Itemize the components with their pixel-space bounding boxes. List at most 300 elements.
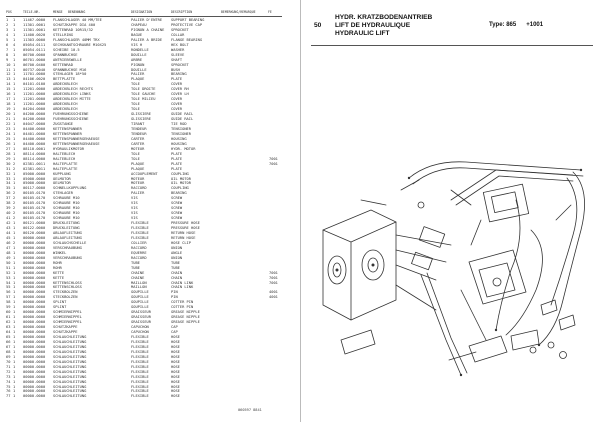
cell-qty: 1 xyxy=(13,146,16,151)
cell-qty: 1 xyxy=(13,369,16,374)
cell-d2: FLEXIBLE xyxy=(131,349,149,354)
cell-num: 04200.0000 xyxy=(23,112,46,117)
cell-d3: PIN xyxy=(171,290,178,295)
cell-num: 11303.0000 xyxy=(23,37,46,42)
cell-num: 11201.0000 xyxy=(23,87,46,92)
cell-qty: 1 xyxy=(13,230,16,235)
cell-pos: 4 xyxy=(6,32,9,37)
cell-d3: SCREW xyxy=(171,196,183,201)
cell-num: 00000.0000 xyxy=(23,260,46,265)
cell-qty: 1 xyxy=(13,131,16,136)
cell-pos: 46 xyxy=(6,240,11,245)
cell-d2: TOLE xyxy=(131,151,140,156)
cell-qty: 1 xyxy=(13,226,16,231)
cell-d3: TENSIONER xyxy=(171,126,191,131)
cell-qty: 1 xyxy=(13,117,16,122)
cell-d3: TUBE xyxy=(171,260,180,265)
cell-qty: 2 xyxy=(13,161,16,166)
header-quantity: MENGE xyxy=(53,10,63,14)
cell-d3: FLANGE BEARING xyxy=(171,37,203,42)
cell-num: 00000.0000 xyxy=(23,374,46,379)
cell-num: 00000.0000 xyxy=(23,384,46,389)
cell-num: 11201.0000 xyxy=(23,102,46,107)
cell-qty: 2 xyxy=(13,201,16,206)
cell-d1: VERSCHRAUBUNG xyxy=(53,245,82,250)
cell-num: 00000.0000 xyxy=(23,359,46,364)
cell-d1: SCHLAUCHLEITUNG xyxy=(53,344,87,349)
cell-pos: 35 xyxy=(6,186,11,191)
table-row xyxy=(6,394,282,399)
cell-d3: COTTER PIN xyxy=(171,305,194,310)
cell-num: 02381.0011 xyxy=(23,161,46,166)
cell-pos: 54 xyxy=(6,280,11,285)
cell-d3: CHAIN xyxy=(171,275,183,280)
cell-qty: 1 xyxy=(13,186,16,191)
cell-d1: KETTENSPANNERGEHAEUSE xyxy=(53,136,100,141)
cell-d3: SCREW xyxy=(171,216,183,221)
cell-pos: 32 xyxy=(6,171,11,176)
cell-pos: 28 xyxy=(6,151,11,156)
cell-num: 00000.0000 xyxy=(23,280,46,285)
cell-d2: FLEXIBLE xyxy=(131,364,149,369)
cell-qty: 1 xyxy=(13,310,16,315)
cell-pos: 5 xyxy=(6,37,9,42)
cell-pos: 58 xyxy=(6,300,11,305)
cell-qty: 1 xyxy=(13,379,16,384)
cell-d1: STECKBOLZEN xyxy=(53,295,78,300)
cell-qty: 1 xyxy=(13,102,16,107)
mounting-bracket xyxy=(469,250,526,304)
cell-d1: SCHLAUCHLEITUNG xyxy=(53,394,87,399)
cell-pos: 64 xyxy=(6,330,11,335)
cell-d3: COUPLING xyxy=(171,171,189,176)
cell-d3: HOSE CLIP xyxy=(171,240,191,245)
cell-d3: TENSIONER xyxy=(171,131,191,136)
cell-d1: OELMOTOR xyxy=(53,181,71,186)
cell-qty: 1 xyxy=(13,260,16,265)
cell-num: 04101.0100 xyxy=(23,82,46,87)
cell-d2: FLEXIBLE xyxy=(131,359,149,364)
cell-d1: SCHUTZKAPPE xyxy=(53,330,78,335)
cell-d3: PRESSURE HOSE xyxy=(171,221,200,226)
header-designation: DESIGNATION xyxy=(131,10,153,14)
cell-pos: 75 xyxy=(6,384,11,389)
cell-d2: PALIER D'ENTRE xyxy=(131,18,163,22)
cell-d3: WASHER xyxy=(171,47,185,52)
cell-d2: TOLE DROITE xyxy=(131,87,156,92)
cell-d3: CHAIN xyxy=(171,270,183,275)
cell-pos: 48 xyxy=(6,250,11,255)
cell-pos: 21 xyxy=(6,117,11,122)
cell-num: 00000.0000 xyxy=(23,335,46,339)
cell-pos: 67 xyxy=(6,344,11,349)
cell-d2: MOTEUR xyxy=(131,176,145,181)
cell-pos: 3 xyxy=(6,27,9,32)
cell-d3: COVER xyxy=(171,82,183,87)
cell-qty: 1 xyxy=(13,57,16,62)
cell-qty: 1 xyxy=(13,359,16,364)
cell-pos: 39 xyxy=(6,206,11,211)
cell-d1: KETTENSCHLOSS xyxy=(53,285,82,290)
cell-num: 00105.0170 xyxy=(23,191,46,196)
cell-d3: COLLAR xyxy=(171,32,185,37)
type-label: Type: 865 xyxy=(489,22,517,28)
cell-d1: ABDECKBLECH xyxy=(53,82,78,87)
cell-d4 xyxy=(221,394,269,399)
cell-d3: OIL MOTOR xyxy=(171,176,191,181)
cell-d3: COTTER PIN xyxy=(171,300,194,305)
cell-qty: 1 xyxy=(13,394,16,399)
cell-d1: KETTENSPANNER xyxy=(53,131,82,136)
cell-num: 00000.0000 xyxy=(23,235,46,240)
cell-d2: TUBE xyxy=(131,260,140,265)
cell-d1: KETTE xyxy=(53,275,65,280)
cell-pos: 45 xyxy=(6,235,11,240)
cell-d2: FLEXIBLE xyxy=(131,384,149,389)
cell-d1: FUEHRUNGSSCHIENE xyxy=(53,117,89,122)
cell-d3: HOSE xyxy=(171,384,180,389)
cell-qty: 1 xyxy=(13,280,16,285)
cell-pos: 72 xyxy=(6,369,11,374)
cell-d2: CHAPEAU xyxy=(131,22,147,27)
cell-qty: 2 xyxy=(13,196,16,201)
cell-pos: 23 xyxy=(6,126,11,131)
cell-d1: SECHSKANTSCHRAUBE M10X25 xyxy=(53,42,107,47)
cell-d1: KETTENRAD 10R15/32 xyxy=(53,27,93,32)
cell-d1: ABDECKBLECH LINKS xyxy=(53,92,91,97)
cell-pos: 25 xyxy=(6,136,11,141)
cell-d2: RACCORD xyxy=(131,255,147,260)
cell-qty: 1 xyxy=(13,265,16,270)
cell-num: 11301.0001 xyxy=(23,22,46,27)
cell-d1: SCHLAUCHLEITUNG xyxy=(53,359,87,364)
exploded-parts-drawing xyxy=(301,0,600,422)
cell-pos: 62 xyxy=(6,320,11,325)
cell-num: 00000.0000 xyxy=(23,325,46,330)
cell-num: 11400.0020 xyxy=(23,32,46,37)
cell-d3: COUPLING xyxy=(171,186,189,191)
cell-d2: CHAINE xyxy=(131,270,145,275)
cell-qty: 1 xyxy=(13,97,16,102)
cell-pos: 65 xyxy=(6,335,11,339)
cell-qty: 1 xyxy=(13,92,16,97)
cell-fe: 7001 xyxy=(269,275,278,280)
cell-d2: FLEXIBLE xyxy=(131,369,149,374)
cell-num: 08110.0001 xyxy=(23,146,46,151)
cell-pos: 41 xyxy=(6,216,11,221)
cell-d3: RETURN HOSE xyxy=(171,235,196,240)
cell-d3: HOSE xyxy=(171,349,180,354)
valve-block xyxy=(483,184,528,222)
cell-d2: PLAQUE xyxy=(131,77,145,82)
cell-d3: SPROCKET xyxy=(171,62,189,67)
section-number: 50 xyxy=(314,22,322,29)
cell-d2: GRAISSEUR xyxy=(131,320,151,325)
cell-d2: EQUERRE xyxy=(131,250,147,255)
cell-num: 00000.0000 xyxy=(23,315,46,320)
cell-num: 04400.0000 xyxy=(23,126,46,131)
cell-d1: SCHMIERNIPPEL xyxy=(53,320,82,325)
cell-d2: VIS xyxy=(131,216,138,221)
cell-num: 05000.0000 xyxy=(23,181,46,186)
cell-num: 00121.0000 xyxy=(23,221,46,226)
cell-pos: 38 xyxy=(6,201,11,206)
cell-d2: PIGNON xyxy=(131,62,145,67)
cell-pos: 59 xyxy=(6,305,11,310)
cell-d2: FLEXIBLE xyxy=(131,394,149,399)
cell-pos: 11 xyxy=(6,67,11,72)
cell-d1: SCHRAUBE M10 xyxy=(53,211,80,216)
cell-d1: SCHLAUCHLEITUNG xyxy=(53,389,87,394)
cell-qty: 1 xyxy=(13,245,16,250)
cell-num: 06701.0000 xyxy=(23,57,46,62)
cell-d3: BEARING xyxy=(171,191,187,196)
cell-d3: HEX BOLT xyxy=(171,42,189,47)
cell-d1: BETTPLATTE xyxy=(53,77,76,82)
cell-qty: 1 xyxy=(13,181,16,186)
cell-num: 00000.0000 xyxy=(23,320,46,325)
cell-qty: 1 xyxy=(13,32,16,37)
cell-d2: GRAISSEUR xyxy=(131,315,151,320)
cell-d3: PROTECTIVE CAP xyxy=(171,22,203,27)
cell-pos: 34 xyxy=(6,181,11,186)
cell-num: 04401.0000 xyxy=(23,131,46,136)
cell-d3: PLATE xyxy=(171,77,183,82)
cell-num: 00000.0000 xyxy=(23,339,46,344)
cell-pos: 37 xyxy=(6,196,11,201)
cell-d3: CHAIN LINK xyxy=(171,280,194,285)
cell-d3: ANGLE xyxy=(171,250,183,255)
cell-d1: DRUCKLEITUNG xyxy=(53,221,80,226)
cell-d1: ROHR xyxy=(53,265,62,270)
cell-d3: BUSH xyxy=(171,67,180,72)
cell-d1: SCHLAUCHLEITUNG xyxy=(53,379,87,384)
cell-d3: SPROCKET xyxy=(171,27,189,32)
cell-pos: 20 xyxy=(6,112,11,117)
cell-d3: SHAFT xyxy=(171,57,183,62)
cell-d2: TOLE GAUCHE xyxy=(131,92,156,97)
cell-pos: 69 xyxy=(6,354,11,359)
cell-num: 00000.0000 xyxy=(23,300,46,305)
cell-pos: 68 xyxy=(6,349,11,354)
cell-num: 00000.0000 xyxy=(23,290,46,295)
cell-d1: SCHUTZKAPPE xyxy=(53,325,78,330)
cell-d2: FLEXIBLE xyxy=(131,226,149,231)
cell-d3: HYDR. MOTOR xyxy=(171,146,196,151)
cell-d1: SCHRAUBE M10 xyxy=(53,206,80,211)
cell-pos: 17 xyxy=(6,97,11,102)
cell-num: 00000.0000 xyxy=(23,310,46,315)
drawing-page xyxy=(300,0,600,422)
cell-d1: WINKEL xyxy=(53,250,67,255)
cell-d2: CARTER xyxy=(131,141,145,146)
cell-num: 00105.0170 xyxy=(23,196,46,201)
cell-d2: DOUILLE xyxy=(131,67,147,72)
cell-qty: 1 xyxy=(13,77,16,82)
cell-num: 04204.0000 xyxy=(23,107,46,112)
cell-qty: 1 xyxy=(13,37,16,42)
cell-num: 04047.0000 xyxy=(23,122,46,127)
cell-pos: 74 xyxy=(6,379,11,384)
cell-d2: CARTER xyxy=(131,136,145,141)
cell-d3: UNION xyxy=(171,255,183,260)
cell-fe: 7001 xyxy=(269,280,278,285)
cell-num: 06700.0400 xyxy=(23,62,46,67)
cell-d1: ABDECKBLECH MITTE xyxy=(53,97,91,102)
cell-qty: 1 xyxy=(13,136,16,141)
cell-qty: 1 xyxy=(13,18,16,22)
cell-d3: PRESSURE HOSE xyxy=(171,226,200,231)
cell-qty: 1 xyxy=(13,305,16,310)
cell-qty: 2 xyxy=(13,240,16,245)
cell-num: 00105.0170 xyxy=(23,211,46,216)
cell-d1: SCHMIERNIPPEL xyxy=(53,310,82,315)
cell-d1: ANTRIEBSWELLE xyxy=(53,57,82,62)
cell-d1: HALTEBLECH xyxy=(53,151,76,156)
cell-num: 00000.0000 xyxy=(23,255,46,260)
cell-d2: GOUPILLE xyxy=(131,300,149,305)
cell-d3: CAP xyxy=(171,330,178,335)
cell-pos: 57 xyxy=(6,295,11,300)
cell-d3: HOSE xyxy=(171,344,180,349)
cell-d3: SCREW xyxy=(171,211,183,216)
cell-d1: SCHLAUCHLEITUNG xyxy=(53,384,87,389)
cell-d3: SCREW xyxy=(171,206,183,211)
cell-pos: 43 xyxy=(6,226,11,231)
cell-num: 00000.0000 xyxy=(23,270,46,275)
cell-qty: 1 xyxy=(13,384,16,389)
cell-d2: RACCORD xyxy=(131,245,147,250)
cell-qty: 1 xyxy=(13,315,16,320)
cell-d1: SPANNBUCHSE xyxy=(53,52,78,57)
cell-qty: 1 xyxy=(13,320,16,325)
cell-fe xyxy=(269,394,282,399)
cell-qty: 1 xyxy=(13,330,16,335)
cell-d2: TOLE xyxy=(131,102,140,107)
cell-d1: KETTENRAD xyxy=(53,62,73,67)
cell-pos: 13 xyxy=(6,77,11,82)
cell-d2: GLISSIERE xyxy=(131,117,151,122)
cell-d3: TIE ROD xyxy=(171,122,187,127)
cell-num: 00000.0000 xyxy=(23,389,46,394)
cell-num: 00000.0000 xyxy=(23,364,46,369)
cell-d2: MOTEUR xyxy=(131,146,145,151)
cell-pos: 30 xyxy=(6,161,11,166)
cell-num: 08114.0000 xyxy=(23,151,46,156)
cell-d1: KETTENSPANNER xyxy=(53,126,82,131)
cell-pos: 42 xyxy=(6,221,11,226)
cell-pos: 22 xyxy=(6,122,11,127)
cell-num: 00000.0000 xyxy=(23,275,46,280)
cell-d1: SCHLAUCHLEITUNG xyxy=(53,335,87,339)
cell-qty: 1 xyxy=(13,325,16,330)
cell-d1: STEHLAGER xyxy=(53,191,73,196)
cell-d2: DOUILLE xyxy=(131,52,147,57)
cell-pos: 16 xyxy=(6,92,11,97)
cell-num: 00000.0000 xyxy=(23,369,46,374)
header-part-number: TEILE-NR. xyxy=(23,10,41,14)
cell-qty: 1 xyxy=(13,295,16,300)
cell-d2: GRAISSEUR xyxy=(131,310,151,315)
cell-num: 04400.0000 xyxy=(23,136,46,141)
cell-qty: 1 xyxy=(13,344,16,349)
cell-d1: SCHNELLKUPPLUNG xyxy=(53,186,87,191)
cell-d2: TIRANT xyxy=(131,122,145,127)
cell-d2: GOUPILLE xyxy=(131,290,149,295)
cell-qty: 1 xyxy=(13,176,16,181)
cell-d2: VIS xyxy=(131,196,138,201)
cell-d1: STEHLAGER 18*50 xyxy=(53,72,87,77)
cell-num: 00000.0000 xyxy=(23,250,46,255)
cell-d2: VIS xyxy=(131,201,138,206)
cell-d3: SCREW xyxy=(171,201,183,206)
cell-d1: SCHRAUBE M10 xyxy=(53,196,80,201)
cell-qty: 1 xyxy=(13,275,16,280)
cell-d3: CAP xyxy=(171,325,178,330)
cell-d2: MAILLON xyxy=(131,285,147,290)
cell-num: 11301.0001 xyxy=(23,27,46,32)
cell-pos: 71 xyxy=(6,364,11,369)
cell-d3: BEARING xyxy=(171,72,187,77)
cell-d3: HOSE xyxy=(171,339,180,344)
cell-d3: PLATE xyxy=(171,151,183,156)
cell-d2: FLEXIBLE xyxy=(131,230,149,235)
cell-num: 00000.0000 xyxy=(23,240,46,245)
cell-pos: 24 xyxy=(6,131,11,136)
cell-num: 00000.0000 xyxy=(23,295,46,300)
cell-qty: 1 xyxy=(13,339,16,344)
cell-d3: COVER RH xyxy=(171,87,189,92)
cell-d2: CAPUCHON xyxy=(131,330,149,335)
cell-d2: VIS H xyxy=(131,42,143,47)
cell-d2: FLEXIBLE xyxy=(131,335,149,339)
cell-d1: KETTENSCHLOSS xyxy=(53,280,82,285)
cell-qty: 1 xyxy=(13,235,16,240)
cell-d2: VIS xyxy=(131,211,138,216)
cell-d3: TUBE xyxy=(171,265,180,270)
cell-pos: 29 xyxy=(6,156,11,161)
cell-d2: PALIER xyxy=(131,191,145,196)
cell-d1: ABDECKBLECH xyxy=(53,107,78,112)
cell-fe: 7001 xyxy=(269,161,278,166)
cell-num: 00000.0000 xyxy=(23,379,46,384)
cell-d1: KUPPLUNG xyxy=(53,171,71,176)
cell-pos: 2 xyxy=(6,22,9,27)
cell-qty: 1 xyxy=(13,67,16,72)
cell-pos: 10 xyxy=(6,62,11,67)
title-line-english: HYDRAULIC LIFT xyxy=(335,30,390,38)
cell-d2: FLEXIBLE xyxy=(131,339,149,344)
cell-d2: FLEXIBLE xyxy=(131,354,149,359)
cell-pos: 55 xyxy=(6,285,11,290)
cell-num: 11201.0000 xyxy=(23,92,46,97)
cell-pos: 44 xyxy=(6,230,11,235)
cell-d2: PLAQUE xyxy=(131,166,145,171)
cell-d1: STECKBOLZEN xyxy=(53,290,78,295)
cell-num: 00000.0000 xyxy=(23,354,46,359)
cell-d2: FLEXIBLE xyxy=(131,221,149,226)
cell-num: 11467.0000 xyxy=(23,18,46,22)
cell-d2: FLEXIBLE xyxy=(131,389,149,394)
cell-d3: SLEEVE xyxy=(171,52,185,57)
cell-qty: 1 xyxy=(13,112,16,117)
parts-table xyxy=(6,18,282,399)
header-description: DESCRIPTION xyxy=(171,10,193,14)
cell-d2: TOLE xyxy=(131,156,140,161)
cell-pos: 76 xyxy=(6,389,11,394)
cell-fe: 7001 xyxy=(269,156,278,161)
cell-num: 00737.0040 xyxy=(23,67,46,72)
